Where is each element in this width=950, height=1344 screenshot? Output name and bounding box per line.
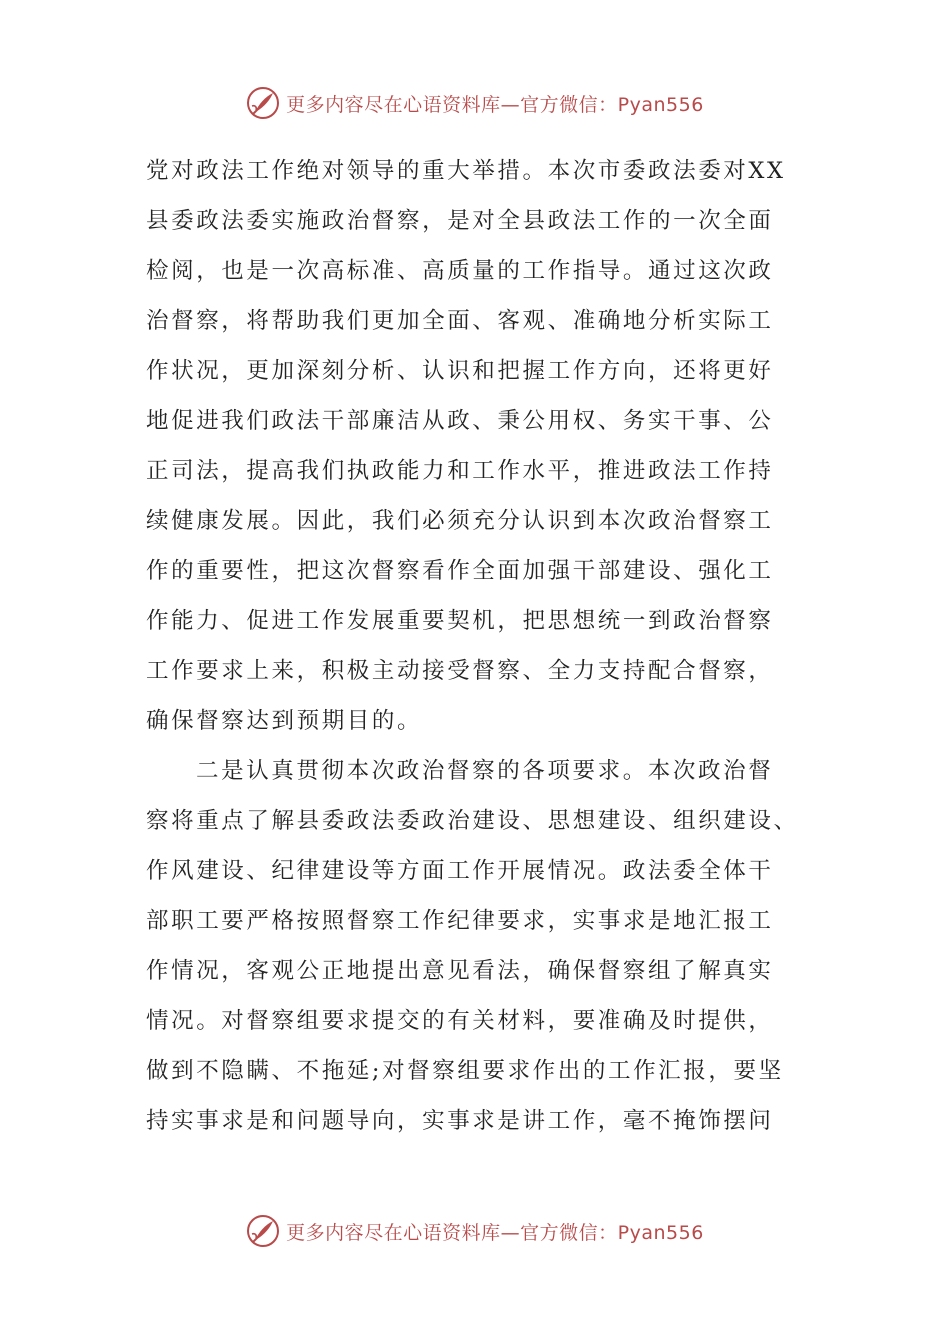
body-line: 确保督察达到预期目的。	[146, 708, 423, 734]
body-line: 持实事求是和问题导向，实事求是讲工作，毫不掩饰摆问	[146, 1108, 774, 1134]
body-line: 作风建设、纪律建设等方面工作开展情况。政法委全体干	[146, 858, 774, 884]
quill-pen-logo-icon	[246, 1214, 280, 1248]
body-line: 党对政法工作绝对领导的重大举措。本次市委政法委对XX	[146, 158, 786, 184]
body-line: 检阅，也是一次高标准、高质量的工作指导。通过这次政	[146, 258, 774, 284]
body-line: 作状况，更加深刻分析、认识和把握工作方向，还将更好	[146, 358, 774, 384]
body-line: 县委政法委实施政治督察，是对全县政法工作的一次全面	[146, 208, 774, 234]
body-line: 续健康发展。因此，我们必须充分认识到本次政治督察工	[146, 508, 774, 534]
body-line: 情况。对督察组要求提交的有关材料，要准确及时提供，	[146, 1008, 774, 1034]
header-banner	[0, 81, 950, 125]
body-line: 部职工要严格按照督察工作纪律要求，实事求是地汇报工	[146, 908, 774, 934]
body-line: 做到不隐瞒、不拖延;对督察组要求作出的工作汇报，要坚	[146, 1058, 784, 1084]
quill-pen-logo-icon	[246, 86, 280, 120]
body-line: 地促进我们政法干部廉洁从政、秉公用权、务实干事、公	[146, 408, 774, 434]
body-line: 治督察，将帮助我们更加全面、客观、准确地分析实际工	[146, 308, 774, 334]
body-line: 作情况，客观公正地提出意见看法，确保督察组了解真实	[146, 958, 774, 984]
body-line: 作能力、促进工作发展重要契机，把思想统一到政治督察	[146, 608, 774, 634]
paragraph-start-line: 二是认真贯彻本次政治督察的各项要求。本次政治督	[196, 758, 774, 784]
body-line: 正司法，提高我们执政能力和工作水平，推进政法工作持	[146, 458, 774, 484]
body-line: 作的重要性，把这次督察看作全面加强干部建设、强化工	[146, 558, 774, 584]
footer-banner-text: 更多内容尽在心语资料库—官方微信：Pyan556	[286, 1221, 704, 1244]
footer-banner	[0, 1209, 950, 1253]
header-banner-text: 更多内容尽在心语资料库—官方微信：Pyan556	[286, 93, 704, 116]
body-line: 工作要求上来，积极主动接受督察、全力支持配合督察，	[146, 658, 774, 684]
document-body	[146, 146, 806, 1146]
body-line: 察将重点了解县委政法委政治建设、思想建设、组织建设、	[146, 808, 799, 834]
